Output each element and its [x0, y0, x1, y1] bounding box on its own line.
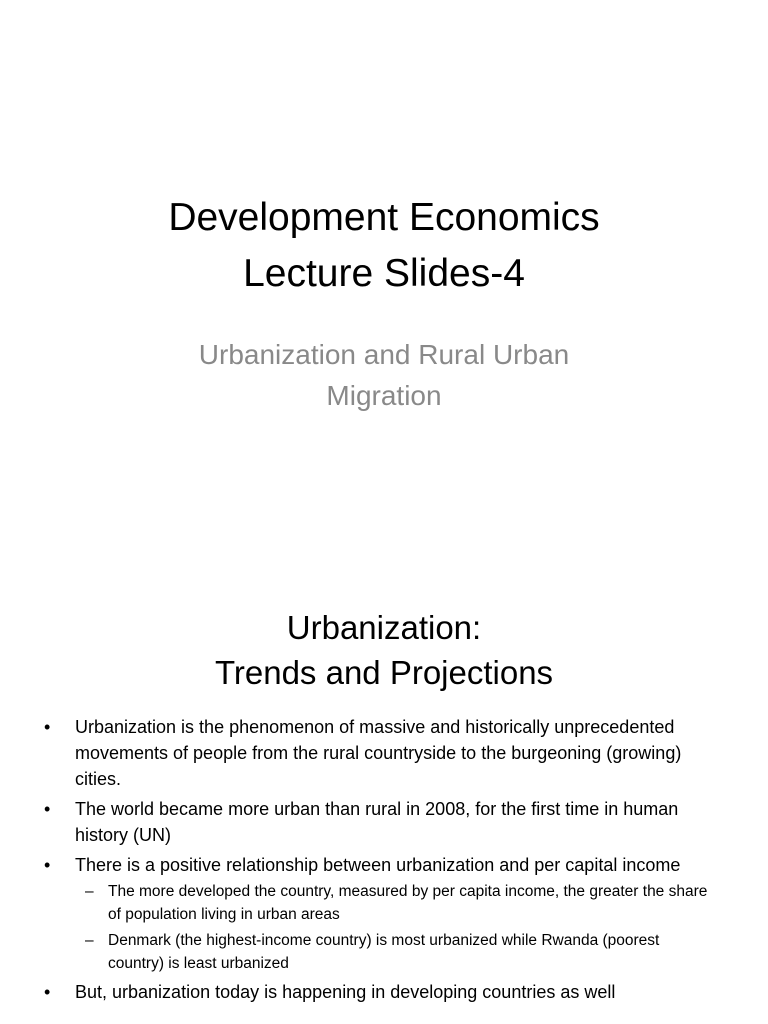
content-slide — [0, 576, 768, 1024]
bullet-item — [0, 796, 768, 848]
section-title-line-2: Trends and Projections — [214, 654, 554, 691]
lecture-subtitle-line-1: Urbanization and Rural Urban — [198, 339, 570, 370]
bullet-icon: • — [44, 717, 51, 737]
sub-bullet-list — [75, 880, 718, 975]
bullet-icon: • — [44, 855, 51, 875]
lecture-title-line-1: Development Economics — [168, 196, 600, 239]
section-title — [0, 605, 768, 695]
sub-bullet-text: Denmark (the highest-income country) is most urbanized while Rwanda (poorest country) is least urbanized — [108, 932, 660, 972]
bullet-icon: • — [44, 982, 51, 1002]
bullet-text: Urbanization is the phenomenon of massive and historically unprecedented movements of people from the rural countryside to the burgeoning (growing) cities. — [75, 717, 682, 789]
sub-bullet-text: The more developed the country, measured by per capita income, the greater the share of population living in urban areas — [108, 883, 708, 923]
dash-icon: – — [85, 883, 94, 900]
lecture-title-line-2: Lecture Slides-4 — [243, 252, 525, 295]
sub-bullet-item — [75, 929, 718, 975]
bullet-text: There is a positive relationship between urbanization and per capital income — [75, 855, 681, 875]
bullet-item — [0, 979, 768, 1005]
lecture-subtitle-line-2: Migration — [326, 380, 442, 411]
bullet-list — [0, 714, 768, 1009]
bullet-item — [0, 852, 768, 975]
dash-icon: – — [85, 932, 94, 949]
bullet-text: The world became more urban than rural in 2008, for the first time in human history (UN) — [75, 799, 679, 845]
lecture-title — [0, 190, 768, 302]
bullet-item — [0, 714, 768, 792]
lecture-subtitle — [0, 334, 768, 416]
bullet-icon: • — [44, 799, 51, 819]
sub-bullet-item — [75, 880, 718, 926]
bullet-text: But, urbanization today is happening in developing countries as well — [75, 982, 616, 1002]
section-title-line-1: Urbanization: — [286, 609, 482, 646]
